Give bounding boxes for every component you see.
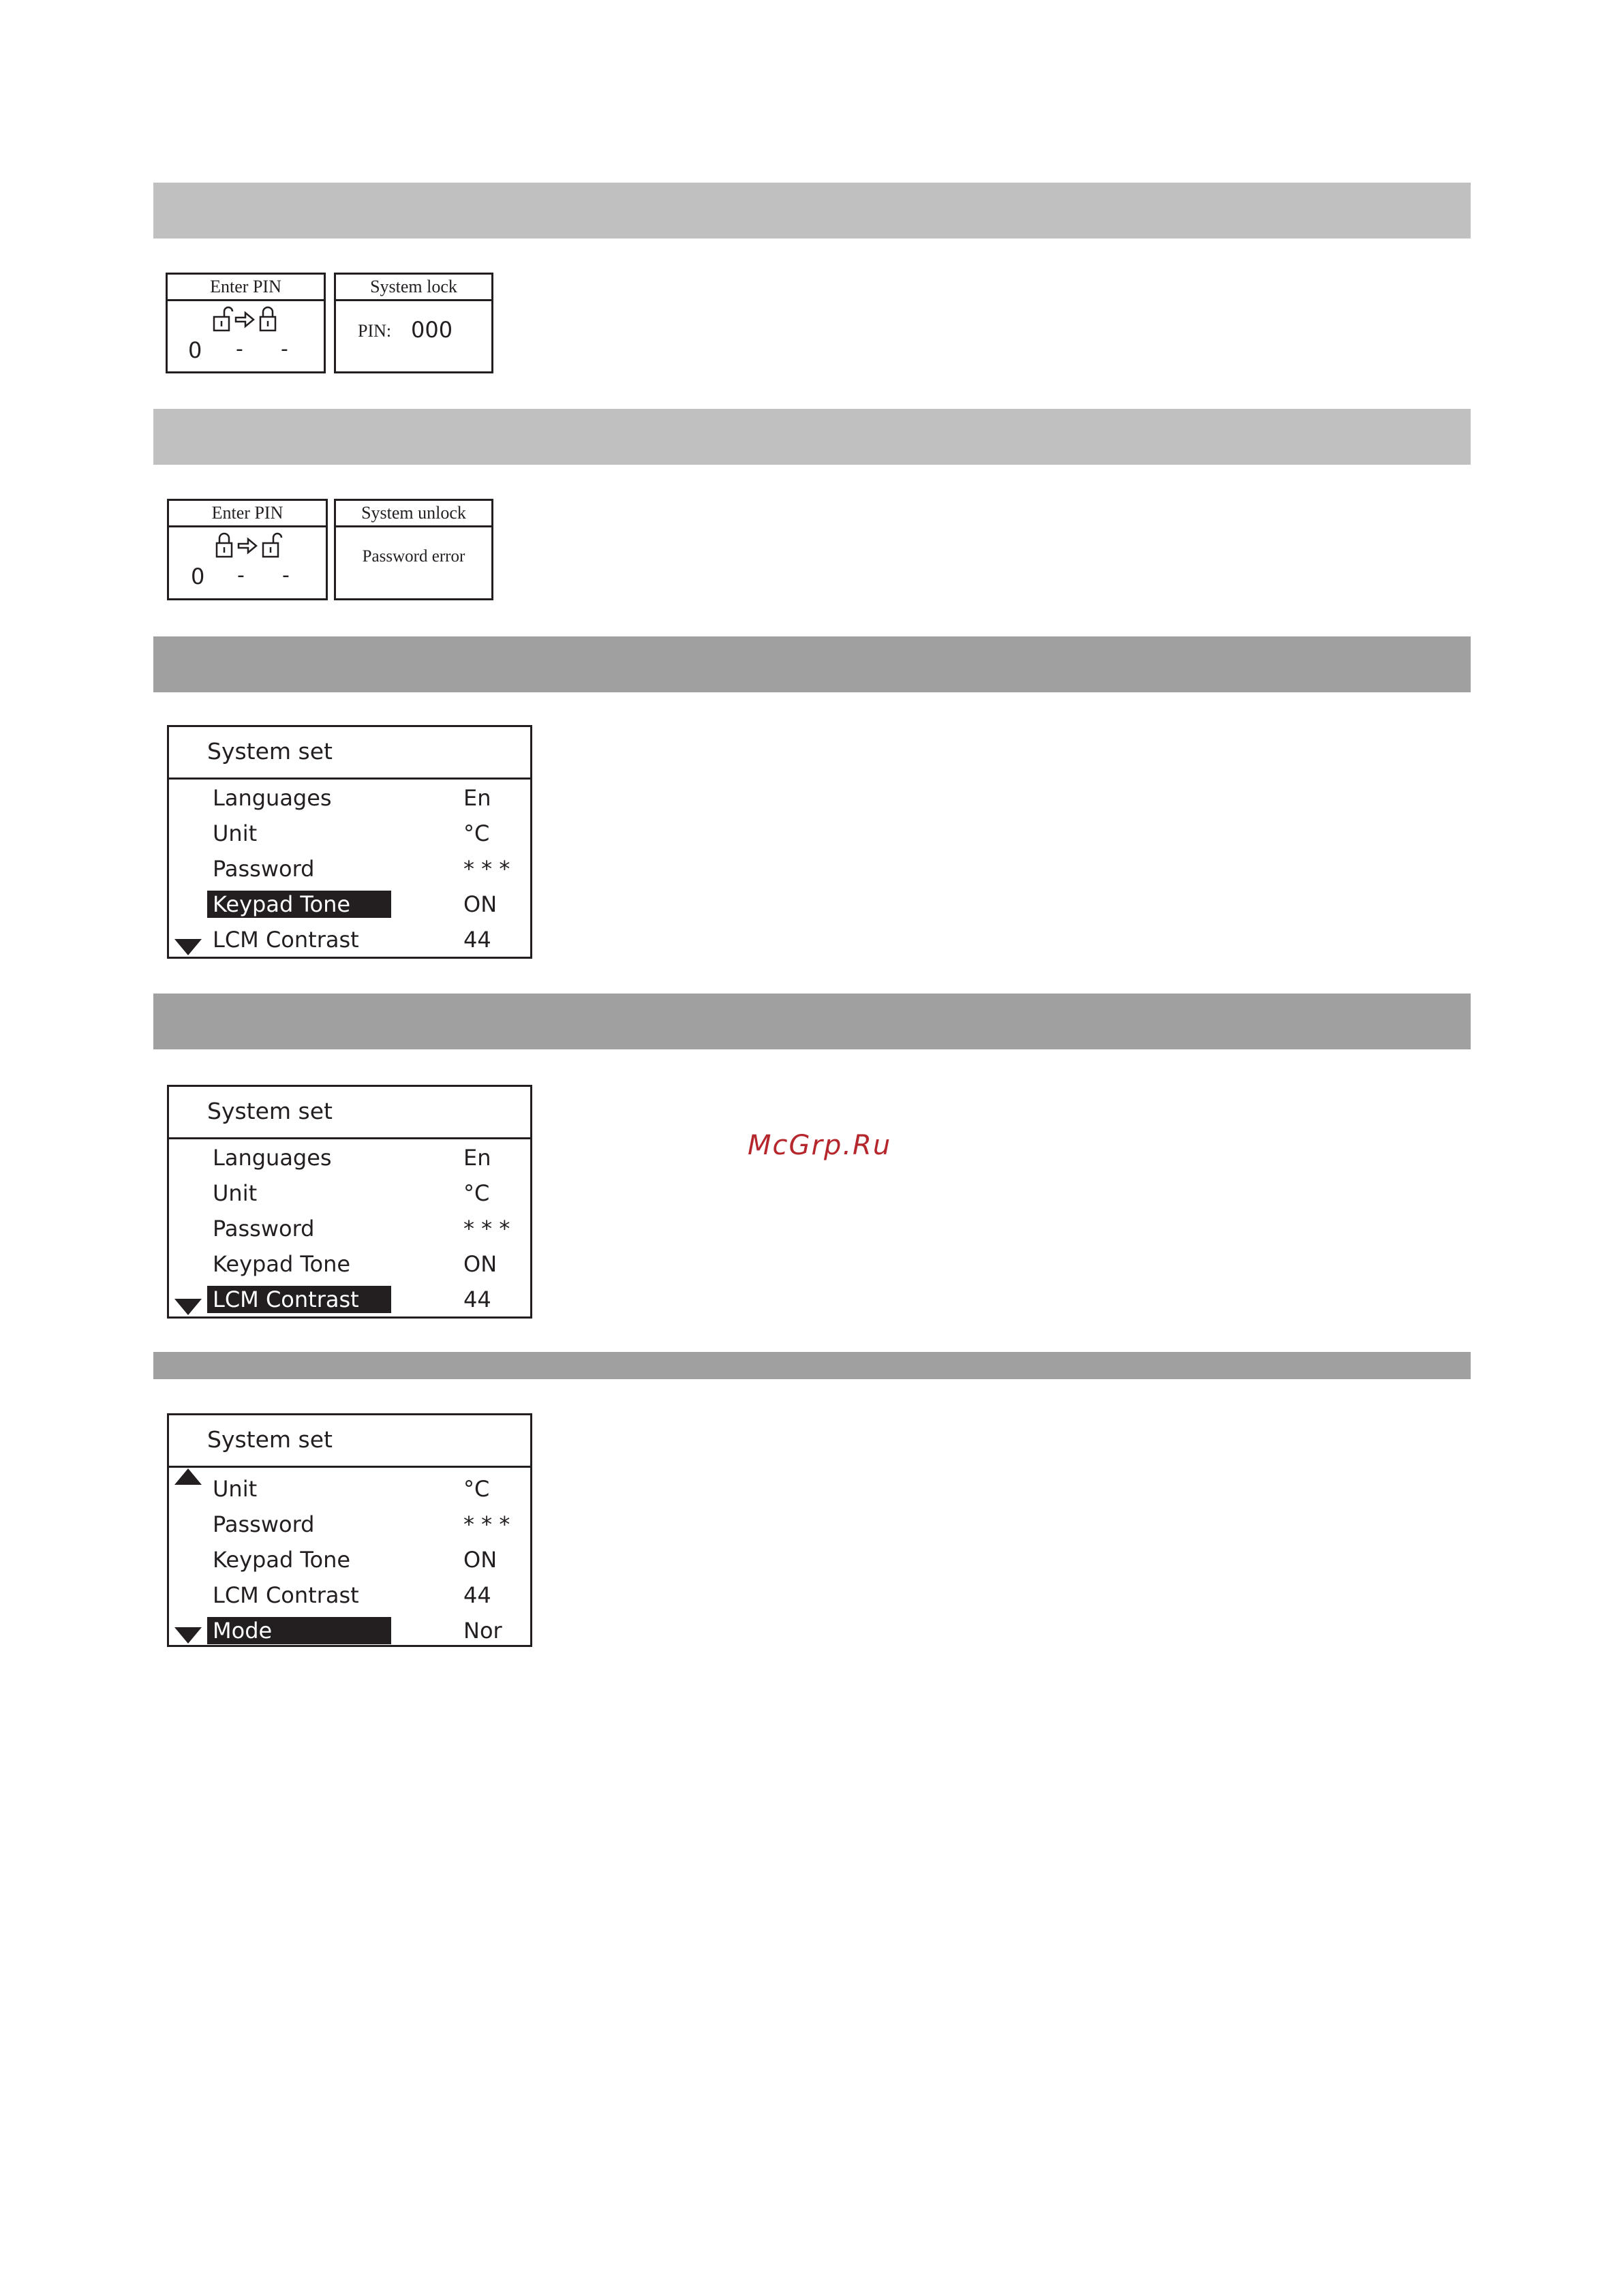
menu-item-value: °C [463,1180,490,1206]
menu-item-label: Password [213,1216,315,1242]
menu-title: System set [207,1426,333,1453]
menu-item-value: En [463,785,491,811]
menu-item-password[interactable] [169,855,530,891]
menu-item-label: Mode [207,1617,391,1644]
pin-digit-1: 0 [188,337,202,363]
screen-title: Enter PIN [168,275,324,301]
section-bar-unlock [153,409,1471,465]
unlock-to-lock-icon [213,306,281,333]
menu-item-label: Keypad Tone [213,1251,351,1277]
menu-title: System set [207,1098,333,1124]
section-bar-system-set-3 [153,1352,1471,1379]
pin-digit-2: - [237,564,245,587]
menu-item-value: En [463,1145,491,1171]
pin-digit-1: 0 [191,564,205,589]
menu-item-password[interactable] [169,1511,530,1546]
section-bar-system-set-1 [153,636,1471,692]
watermark-text: McGrp.Ru [748,1130,892,1161]
menu-item-label: Keypad Tone [207,891,391,918]
menu-item-label: Keypad Tone [213,1547,351,1573]
menu-item-value: Nor [463,1618,502,1644]
section-bar-lock [153,183,1471,238]
menu-item-value: 44 [463,1582,491,1608]
menu-item-unit[interactable] [169,1180,530,1215]
menu-item-languages[interactable] [169,784,530,820]
menu-item-languages[interactable] [169,1144,530,1180]
menu-item-label: Languages [213,785,332,811]
menu-item-value: °C [463,820,490,846]
menu-item-label: Languages [213,1145,332,1171]
menu-item-value: * * * [463,1216,510,1242]
menu-item-label: Unit [213,1180,258,1206]
scroll-down-icon[interactable] [174,939,202,955]
enter-pin-lock-screen [166,273,326,373]
title-divider [169,1137,530,1139]
section-bar-system-set-2 [153,994,1471,1049]
menu-item-keypad-tone[interactable] [169,1250,530,1286]
system-unlock-screen [334,499,493,600]
menu-item-value: 44 [463,1287,491,1312]
menu-item-lcm-contrast[interactable] [169,1582,530,1617]
menu-title: System set [207,738,333,765]
menu-item-lcm-contrast[interactable] [169,926,530,961]
screen-title: System lock [336,275,491,301]
menu-item-mode[interactable] [169,1617,530,1652]
menu-item-lcm-contrast[interactable] [169,1286,530,1321]
pin-label: PIN: [358,321,392,341]
screen-title: System unlock [336,501,491,527]
menu-item-value: ON [463,1251,497,1277]
system-set-menu-2 [167,1085,532,1319]
menu-item-label: LCM Contrast [213,1582,359,1608]
menu-item-unit[interactable] [169,820,530,855]
system-set-menu-1 [167,725,532,959]
menu-item-label: Password [213,1511,315,1537]
system-set-menu-3 [167,1413,532,1647]
menu-item-value: °C [463,1476,490,1502]
menu-item-value: ON [463,891,497,917]
enter-pin-unlock-screen [167,499,328,600]
error-message: Password error [362,547,465,566]
menu-item-unit[interactable] [169,1475,530,1511]
menu-item-label: Unit [213,1476,258,1502]
menu-item-label: Unit [213,820,258,846]
menu-item-value: 44 [463,927,491,953]
menu-item-value: ON [463,1547,497,1573]
menu-item-password[interactable] [169,1215,530,1250]
title-divider [169,777,530,780]
lock-to-unlock-icon [215,532,284,559]
menu-item-label: LCM Contrast [207,1286,391,1313]
scroll-down-icon[interactable] [174,1627,202,1644]
menu-item-keypad-tone[interactable] [169,1546,530,1582]
pin-value: 000 [411,317,453,343]
pin-digit-2: - [236,337,243,361]
screen-title: Enter PIN [169,501,326,527]
pin-digit-3: - [282,564,290,587]
menu-item-value: * * * [463,1511,510,1537]
pin-digit-3: - [281,337,288,361]
scroll-up-icon[interactable] [174,1468,202,1485]
scroll-down-icon[interactable] [174,1299,202,1315]
system-lock-screen [334,273,493,373]
menu-item-value: * * * [463,856,510,882]
menu-item-keypad-tone[interactable] [169,891,530,926]
menu-item-label: LCM Contrast [213,927,359,953]
title-divider [169,1466,530,1468]
menu-item-label: Password [213,856,315,882]
